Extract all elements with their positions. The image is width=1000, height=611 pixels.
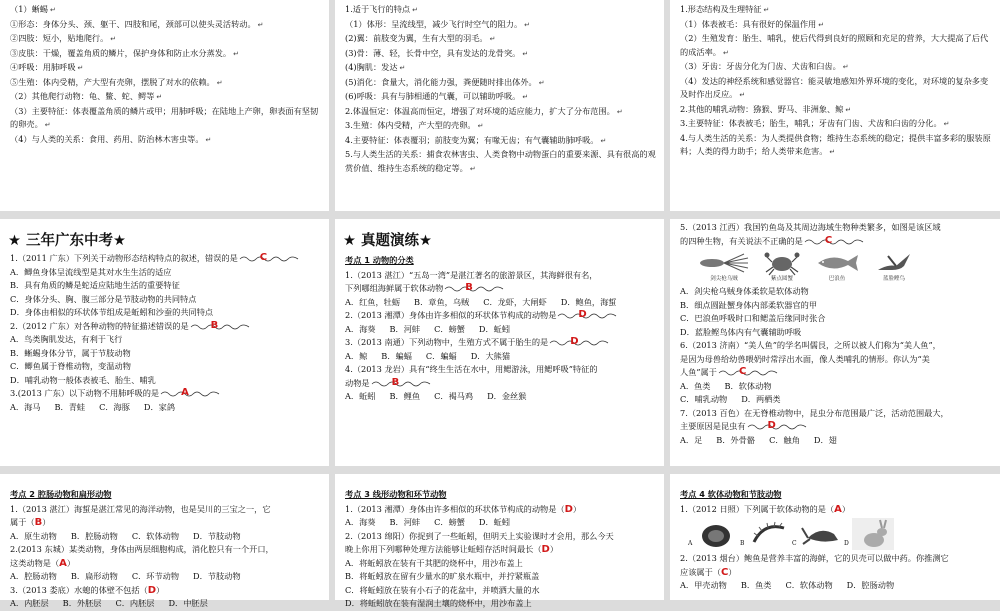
slide-mammals[interactable] [670, 0, 1000, 211]
answer-option[interactable]: C．内胚层 [115, 598, 155, 608]
text-line: ③皮肤：干燥，覆盖角质的鳞片，保护身体和防止水分蒸发。 ↵ [10, 47, 321, 62]
answer-option[interactable]: A．海马 [10, 401, 41, 412]
sea-creature-images [698, 250, 992, 283]
snail-image: A [696, 518, 738, 550]
paragraph-mark-icon: ↵ [489, 35, 496, 43]
answer-option[interactable]: A．鱼类 [680, 380, 711, 391]
answer-option[interactable]: C．巴浪鱼呼吸时口和鳃盖后缘同时张合 [680, 313, 826, 323]
answer-blank [372, 376, 430, 389]
answer-blank [240, 254, 298, 264]
paragraph-mark-icon: ↵ [469, 164, 476, 173]
text-line: ①形态：身体分头、颈、躯干、四肢和尾，颈部可以使头灵活转动。 ↵ [10, 18, 321, 33]
slide-reptiles[interactable] [0, 0, 329, 211]
answer-option[interactable]: B．蜥蜴身体分节，属于节肢动物 [10, 347, 131, 358]
paragraph-mark-icon: ↵ [522, 93, 529, 101]
question-text: 3.(2013 广东）以下动物不用肺呼吸的是 [10, 388, 160, 398]
paragraph-mark-icon: ↵ [722, 48, 729, 57]
answer-mark: B [34, 517, 43, 528]
answer-option[interactable]: C．身体分头、胸、腹三部分是节肢动物的共同特点 [10, 293, 197, 304]
text-line: (6)呼吸：具有与肺相通的气囊，可以辅助呼吸。 ↵ [345, 90, 656, 105]
text-line: 1.适于飞行的特点 ↵ [345, 3, 656, 18]
answer-mark: D [767, 420, 776, 431]
answer-option[interactable]: C．软体动物 [785, 580, 833, 590]
answer-blank [550, 338, 608, 348]
paragraph-mark-icon: ↵ [399, 64, 406, 72]
answer-option[interactable]: C．螃蟹 [434, 517, 465, 527]
question-2 [345, 309, 656, 323]
question-2: 晚上你用下列哪种处理方法能够让蚯蚓存活时间最长（D） [345, 544, 559, 555]
paragraph-mark-icon: ↵ [77, 64, 84, 72]
answer-option[interactable]: A．腔肠动物 [10, 571, 57, 581]
answer-option[interactable]: B．腔肠动物 [70, 530, 118, 541]
answer-option[interactable]: C．触角 [769, 434, 800, 445]
paragraph-mark-icon: ↵ [110, 35, 117, 43]
answer-option[interactable]: D．家鸽 [143, 401, 176, 412]
paragraph-mark-icon: ↵ [943, 120, 950, 128]
answer-option[interactable]: A．鲸 [345, 350, 368, 361]
image-caption: 巴浪鱼 [828, 276, 846, 282]
answer-option[interactable]: B．鲤鱼 [389, 391, 421, 401]
rabbit-image: D [852, 518, 894, 550]
question-3: 3.（2013 娄底）水螅的体壁不包括（D） [10, 584, 165, 596]
answer-option[interactable]: C．环节动物 [131, 571, 180, 581]
question-1 [10, 252, 321, 266]
paragraph-mark-icon: ↵ [44, 121, 51, 129]
paragraph-mark-icon: ↵ [477, 122, 484, 130]
text-line: 3.主要特征：体表被毛；胎生，哺乳；牙齿有门齿、犬齿和臼齿的分化。 ↵ [680, 117, 992, 132]
answer-option[interactable]: B．外胚层 [62, 598, 102, 608]
text-line: (4)胸肌：发达 ↵ [345, 61, 656, 76]
answer-blank [719, 368, 777, 378]
question-text: 动物是 [345, 377, 370, 388]
answer-option[interactable]: C．软体动物 [131, 530, 180, 541]
question-text: 2.（2013 烟台）鲍鱼是营养丰富的海鲜，它的贝壳可以做中药。你推测它 [680, 553, 949, 563]
question-text: 3.（2013 南通）下列动物中，生殖方式不属于胎生的是 [345, 337, 549, 347]
answer-option[interactable]: C．龙虾，大闸虾 [483, 296, 547, 307]
slide-practice-2[interactable] [670, 219, 1000, 466]
paragraph-mark-icon: ↵ [49, 6, 56, 14]
answer-option[interactable]: D．金丝猴 [487, 391, 527, 401]
answer-option[interactable]: B．扁形动物 [70, 571, 118, 581]
question-text: 4.（2013 龙岩）具有“终生生活在水中，用鳃游泳，用鳃呼吸”特征的 [345, 364, 598, 374]
question-1 [345, 282, 656, 296]
text-line: 4.与人类生活的关系：为人类提供食物；维持生态系统的稳定；提供丰富多彩的服装原料；人类的得力助手；给人类带来危害。 ↵ [680, 132, 992, 160]
question-text: 1.（2011 广东）下列关于动物形态结构特点的叙述，错误的是 [10, 253, 238, 263]
paragraph-mark-icon: ↵ [842, 63, 849, 71]
text-line: ②四肢：短小，贴地爬行。 ↵ [10, 32, 321, 47]
answer-option[interactable]: C．海豚 [99, 401, 130, 412]
paragraph-mark-icon: ↵ [233, 49, 239, 58]
answer-mark: C [720, 566, 729, 578]
question-text: 人鱼”属于 [680, 367, 717, 377]
answer-option[interactable]: A．甲壳动物 [680, 580, 727, 590]
text-line: 5.与人类生活的关系：捕食农林害虫、人类食物中动物蛋白的重要来源、具有很高的观赏价值、维持生态系统的稳定等。 ↵ [345, 148, 656, 176]
answer-mark: C [738, 366, 747, 377]
answer-option[interactable]: D．蓝脸鲣鸟体内有气囊辅助呼吸 [680, 326, 802, 337]
slide-mollusks[interactable] [670, 474, 1000, 600]
question-text: 2.（2013 湘潭）身体由许多相似的环状体节构成的动物是 [345, 310, 557, 320]
slide-heading: ★ 三年广东中考★ [8, 233, 127, 249]
paragraph-mark-icon: ↵ [257, 20, 264, 29]
mammal-notes [670, 0, 1000, 160]
answer-option[interactable]: D．两栖类 [741, 394, 781, 404]
answer-option[interactable]: D．蚯蚓 [478, 517, 511, 527]
squid-image [698, 250, 750, 283]
crayfish-image: C [800, 518, 842, 550]
answer-option[interactable]: A．蚯蚓 [345, 391, 376, 401]
question-4 [345, 377, 656, 391]
section-title: 考点 1 动物的分类 [345, 255, 414, 265]
question-3 [10, 387, 321, 401]
text-line: ④呼吸：用肺呼吸 ↵ [10, 61, 321, 76]
centipede-image: B [748, 518, 790, 550]
slide-heading: ★ 真题演练★ [343, 233, 433, 249]
answer-mark: B [391, 376, 400, 388]
answer-blank [805, 234, 863, 247]
paragraph-mark-icon: ↵ [739, 91, 746, 99]
question-text: 5.（2013 江西）我国钓鱼岛及其周边海域生物种类繁多，如图是该区域 [680, 222, 941, 232]
question-text: 2.（2012 广东）对各种动物的特征描述错误的是 [10, 320, 189, 331]
answer-option[interactable]: A．鸟类胸肌发达，有利于飞行 [10, 334, 123, 344]
text-line: （4）与人类的关系：食用、药用、防治林木害虫等。 ↵ [10, 133, 321, 148]
answer-option[interactable]: D．将蚯蚓放在装有湿润土壤的烧杯中，用沙布盖上 [345, 598, 532, 608]
question-text: 1.（2013 湛江）海蜇是湛江常见的海洋动物，也是吴川的三宝之一，它 [10, 503, 271, 514]
answer-option[interactable]: B．河蚌 [389, 323, 421, 334]
question-2: 这类动物是（A） [10, 557, 76, 569]
paragraph-mark-icon: ↵ [616, 107, 623, 116]
answer-option[interactable]: C．褐马鸡 [434, 391, 474, 401]
question-text: 是因为母兽给幼兽喂奶时常浮出水面，像人类哺乳的情形。你认为“美 [680, 353, 930, 364]
answer-option[interactable]: D．腔肠动物 [846, 580, 895, 590]
answer-blank [748, 422, 806, 432]
slide-guangdong-exam[interactable] [0, 219, 329, 466]
section-title: 考点 2 腔肠动物和扁形动物 [10, 489, 112, 499]
question-6 [680, 366, 992, 380]
image-caption: 蓝脸鲣鸟 [882, 276, 905, 282]
image-caption: 剑尖枪乌贼 [710, 276, 738, 282]
section-title: 考点 4 软体动物和节肢动物 [680, 489, 782, 499]
question-5 [680, 235, 992, 249]
answer-option[interactable]: D．中胚层 [168, 598, 208, 608]
answer-option[interactable]: D．蚯蚓 [478, 323, 511, 334]
answer-option[interactable]: C．将蚯蚓放在装有小石子的花盆中，并喷洒大量的水 [345, 584, 540, 595]
answer-option[interactable]: D．节肢动物 [193, 571, 241, 581]
paragraph-mark-icon: ↵ [524, 20, 531, 29]
answer-mark: B [210, 319, 219, 331]
slide-practice[interactable] [335, 219, 664, 466]
answer-option[interactable]: A．海葵 [345, 517, 376, 527]
answer-mark: A [59, 557, 67, 569]
text-line: （2）其他爬行动物：龟、鳖、蛇、鳄等 ↵ [10, 90, 321, 105]
fish-image [814, 250, 860, 283]
question-text: 的四种生物，有关说法不正确的是 [680, 235, 803, 246]
question-text: 主要原因是昆虫有 [680, 421, 746, 431]
question-text: 2.（2013 绵阳）你捉到了一些蚯蚓，但明天上实验课时才会用，那么今天 [345, 530, 614, 541]
answer-option[interactable]: B．章鱼，乌贼 [414, 296, 470, 307]
option-images [688, 518, 992, 550]
answer-mark: D [147, 584, 157, 596]
text-line: ⑤生殖：体内受精，产大型有壳卵，摆脱了对水的依赖。 ↵ [10, 76, 321, 91]
answer-option[interactable]: A．足 [680, 434, 703, 445]
text-line: 4.主要特征：体表覆羽；前肢变为翼；有喙无齿；有气囊辅助肺呼吸。 ↵ [345, 134, 656, 149]
bird-image [874, 250, 914, 283]
answer-option[interactable]: D．大熊猫 [470, 350, 511, 361]
slide-annelids[interactable] [335, 474, 664, 608]
text-line: 3.生殖：体内受精，产大型的壳卵。 ↵ [345, 119, 656, 134]
crab-image [764, 250, 800, 283]
answer-mark: D [578, 309, 587, 320]
answer-option[interactable]: B．河蚌 [389, 517, 421, 527]
reptile-notes [0, 0, 329, 147]
answer-option[interactable]: B．软体动物 [724, 380, 772, 391]
question-7 [680, 420, 992, 434]
paragraph-mark-icon: ↵ [538, 78, 545, 87]
answer-option[interactable]: A．内胚层 [10, 598, 49, 608]
answer-option[interactable]: A．原生动物 [10, 530, 57, 541]
text-line: 2.体温恒定：体温高而恒定，增强了对环境的适应能力，扩大了分布范围。 ↵ [345, 105, 656, 120]
answer-option[interactable]: A．红鱼，牡蛎 [345, 296, 401, 307]
question-text: 下列哪组海鲜属于软体动物 [345, 283, 444, 293]
answer-option[interactable]: B．外骨骼 [716, 434, 756, 445]
answer-option[interactable]: A．剑尖枪乌贼身体柔软是软体动物 [680, 286, 809, 296]
text-line: （3）主要特征：体表覆盖角质的鳞片或甲；用肺呼吸；在陆地上产卵，卵表面有坚韧的卵壳。 ↵ [10, 105, 321, 133]
section-title: 考点 3 线形动物和环节动物 [345, 489, 447, 499]
paragraph-mark-icon: ↵ [829, 148, 836, 156]
text-line: （1）体形：呈流线型，减少飞行时空气的阻力。 ↵ [345, 18, 656, 33]
answer-option[interactable]: C．蝙蝠 [425, 350, 457, 361]
answer-option[interactable]: C．哺乳动物 [680, 394, 728, 404]
answer-blank [161, 389, 219, 399]
answer-mark: D [570, 336, 579, 347]
answer-mark: C [259, 252, 268, 263]
answer-mark: A [834, 503, 842, 515]
answer-option[interactable]: D．翅 [813, 434, 837, 445]
answer-blank [191, 319, 249, 332]
answer-option[interactable]: B．将蚯蚓放在留有少量水的旷泉水瓶中，并拧紧瓶盖 [345, 571, 540, 581]
text-line: (5)消化：食量大，消化能力强，粪便随时排出体外。 ↵ [345, 76, 656, 91]
image-caption: 紫点圆蟹 [770, 276, 793, 282]
answer-mark: D [564, 503, 573, 515]
answer-option[interactable]: A．将蚯蚓放在装有干其肥的烧杯中，用沙布盖上 [345, 557, 523, 568]
answer-blank [445, 284, 503, 294]
answer-option[interactable]: D．节肢动物 [193, 530, 241, 541]
paragraph-mark-icon: ↵ [600, 136, 607, 145]
slide-coelenterates[interactable] [0, 474, 329, 608]
question-1: 1.（2012 日照）下列属于软体动物的是（A） [680, 503, 851, 515]
answer-option[interactable]: D．哺乳动物一般体表被毛、胎生、哺乳 [10, 374, 156, 385]
paragraph-mark-icon: ↵ [763, 6, 770, 14]
text-line: （4）发达的神经系统和感觉器官：能灵敏地感知外界环境的变化，对环境的复杂多变及时作出反应。 ↵ [680, 75, 992, 103]
text-line: （1）蜥蜴 ↵ [10, 3, 321, 18]
paragraph-mark-icon: ↵ [522, 49, 529, 58]
text-line: （1）体表被毛：具有很好的保温作用 ↵ [680, 18, 992, 33]
text-line: （3）牙齿：牙齿分化为门齿、犬齿和臼齿。 ↵ [680, 60, 992, 75]
question-text: 1.（2013 湛江）“五岛一湾”是湛江著名的旅游景区，其海鲜很有名， [345, 269, 598, 280]
paragraph-mark-icon: ↵ [205, 135, 212, 144]
question-text: 2.(2013 东城）某类动物，身体由两层细胞构成，消化腔只有一个开口， [10, 544, 274, 554]
question-1: 属于（B） [10, 517, 51, 528]
answer-option[interactable]: B．鱼类 [740, 580, 772, 590]
answer-option[interactable]: C．螃蟹 [434, 323, 465, 334]
text-line: 1.形态结构及生理特征 ↵ [680, 3, 992, 18]
bird-notes [335, 0, 664, 176]
answer-option[interactable]: D．鲍鱼，海蜇 [560, 296, 617, 307]
slide-birds[interactable] [335, 0, 664, 211]
paragraph-mark-icon: ↵ [216, 78, 223, 87]
answer-blank [558, 311, 616, 321]
answer-option[interactable]: B．蝙蝠 [381, 350, 412, 361]
paragraph-mark-icon: ↵ [412, 6, 418, 14]
answer-option[interactable]: C．鲫鱼属于脊椎动物，变温动物 [10, 361, 131, 371]
answer-option[interactable]: B．具有角质的鳞是蛇适应陆地生活的重要特征 [10, 280, 180, 290]
question-2: 应该属于（C） [680, 566, 737, 578]
answer-option[interactable]: B．细点圆趾蟹身体内部柔软器官的甲 [680, 299, 818, 310]
answer-option[interactable]: A．鲫鱼身体呈流线型是其对水生生活的适应 [10, 266, 172, 277]
answer-option[interactable]: D．身体由相似的环状体节组成是蚯蚓和沙蚕的共同特点 [10, 307, 214, 317]
paragraph-mark-icon: ↵ [156, 93, 163, 101]
question-text: 7.（2013 百色）在无脊椎动物中，昆虫分布范围最广泛，活动范围最大， [680, 407, 949, 418]
answer-mark: D [541, 544, 550, 555]
answer-mark: A [181, 387, 189, 398]
question-3 [345, 336, 656, 350]
answer-option[interactable]: B．青蛙 [54, 401, 86, 412]
text-line: (2)翼：前肢变为翼，生有大型的羽毛。 ↵ [345, 32, 656, 47]
paragraph-mark-icon: ↵ [818, 20, 825, 29]
paragraph-mark-icon: ↵ [845, 105, 852, 114]
question-1: 1.（2013 湘潭）身体由许多相似的环状体节构成的动物是（D） [345, 503, 582, 515]
answer-mark: B [465, 282, 473, 293]
text-line: 2.其他的哺乳动物：猕猴、野马、非洲象、鲸 ↵ [680, 103, 992, 118]
text-line: (3)骨：薄、轻，长骨中空，具有发达的龙骨突。 ↵ [345, 47, 656, 62]
question-text: 6.（2013 济南）“美人鱼”的学名叫儒艮，之所以被人们称为“美人鱼”， [680, 340, 941, 350]
answer-mark: C [824, 234, 833, 246]
question-2 [10, 320, 321, 334]
text-line: （2）生殖发育：胎生、哺乳，使后代得到良好的照顾和充足的营养，大大提高了后代的成活率。 ↵ [680, 32, 992, 60]
answer-option[interactable]: A．海葵 [345, 323, 376, 334]
